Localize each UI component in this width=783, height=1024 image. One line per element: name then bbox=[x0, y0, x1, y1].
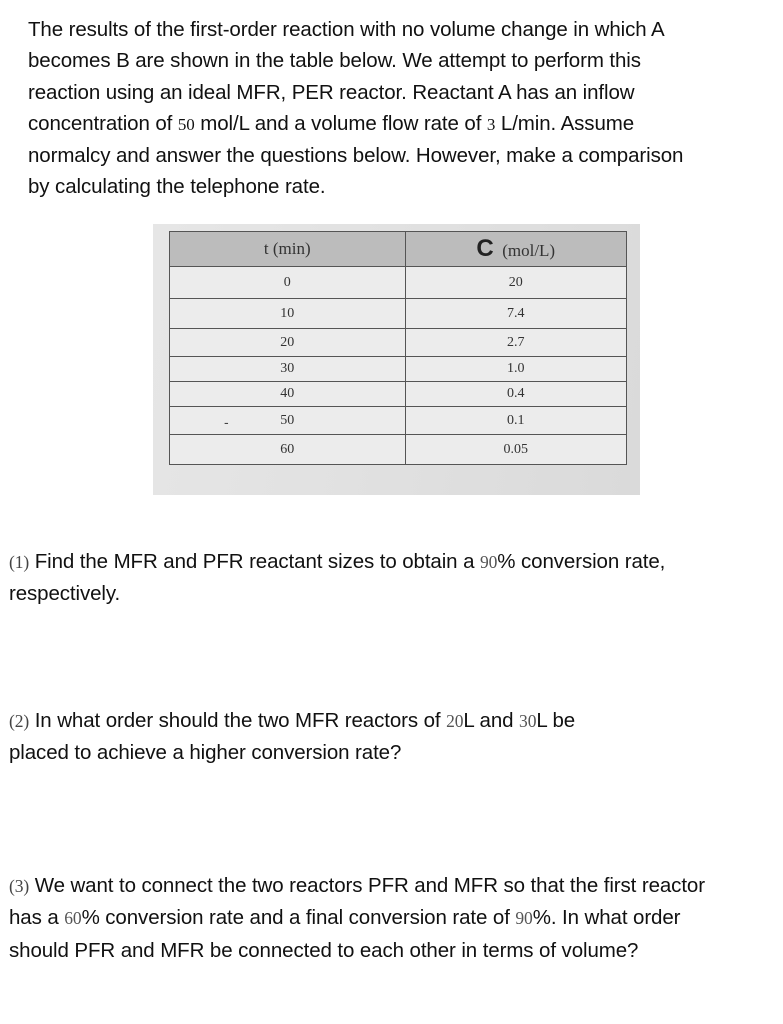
question-line bbox=[9, 902, 781, 934]
question-text: We want to connect the two reactors PFR and MFR so that the first reactor bbox=[29, 874, 705, 897]
header-c-unit: (mol/L) bbox=[502, 241, 556, 260]
question-text: has a bbox=[9, 906, 65, 930]
question-number: (3) bbox=[9, 876, 30, 896]
concentration-cell: 0.1 bbox=[405, 407, 627, 435]
time-cell: 60 bbox=[170, 435, 406, 465]
concentration-table bbox=[169, 231, 627, 465]
question-text: % conversion rate, bbox=[497, 550, 666, 573]
question-line: should PFR and MFR be connected to each other in terms of volume? bbox=[9, 938, 639, 962]
question-line bbox=[9, 705, 781, 737]
table-row bbox=[170, 382, 627, 407]
table-row bbox=[170, 407, 627, 435]
question-3 bbox=[9, 870, 781, 966]
header-concentration bbox=[405, 232, 627, 267]
question-2 bbox=[9, 705, 781, 769]
time-cell: 10 bbox=[170, 299, 406, 329]
header-c-letter: C bbox=[476, 235, 494, 262]
concentration-cell: 0.05 bbox=[405, 435, 627, 465]
intro-line: reaction using an ideal MFR, PER reactor. Reactant A has an inflow bbox=[28, 80, 635, 104]
table-row bbox=[170, 329, 627, 357]
intro-line: by calculating the telephone rate. bbox=[28, 175, 326, 199]
question-text: % conversion rate and a final conversion rate of bbox=[81, 906, 516, 930]
intro-line: becomes B are shown in the table below. We attempt to perform this bbox=[28, 49, 641, 73]
question-1 bbox=[9, 546, 781, 610]
time-cell: 30 bbox=[170, 357, 406, 382]
time-cell: 20 bbox=[170, 329, 406, 357]
time-cell: 40 bbox=[170, 382, 406, 407]
header-time: t (min) bbox=[170, 232, 406, 267]
time-cell: 50 bbox=[170, 407, 406, 435]
table-header-row bbox=[170, 232, 627, 267]
table-row bbox=[170, 435, 627, 465]
question-text: %. In what order bbox=[532, 906, 681, 930]
table-row bbox=[170, 267, 627, 299]
intro-text: mol/L and a volume flow rate of bbox=[194, 111, 487, 135]
reactor-volume-1: 20 bbox=[446, 711, 464, 731]
question-line bbox=[9, 546, 781, 578]
concentration-cell: 20 bbox=[405, 267, 627, 299]
concentration-cell: 7.4 bbox=[405, 299, 627, 329]
question-text: L be bbox=[536, 709, 576, 732]
table-row bbox=[170, 357, 627, 382]
conversion-percent: 90 bbox=[479, 552, 498, 572]
flow-rate: 3 bbox=[486, 114, 496, 134]
intro-line: normalcy and answer the questions below. However, make a comparison bbox=[28, 144, 684, 168]
time-cell: 0 bbox=[170, 267, 406, 299]
concentration-cell: 0.4 bbox=[405, 382, 627, 407]
concentration-cell: 2.7 bbox=[405, 329, 627, 357]
question-line: placed to achieve a higher conversion rate? bbox=[9, 741, 402, 765]
concentration-cell: 1.0 bbox=[405, 357, 627, 382]
final-conversion-percent: 90 bbox=[515, 908, 533, 929]
inflow-concentration: 50 bbox=[177, 114, 195, 134]
intro-text: L/min. Assume bbox=[495, 111, 635, 135]
reactor-volume-2: 30 bbox=[519, 711, 537, 731]
intro-line bbox=[28, 108, 780, 140]
problem-statement bbox=[28, 14, 780, 203]
question-line bbox=[9, 870, 781, 902]
intro-text: concentration of bbox=[28, 111, 178, 135]
question-number: (1) bbox=[9, 552, 30, 572]
first-conversion-percent: 60 bbox=[64, 908, 82, 929]
question-text: L and bbox=[463, 709, 520, 732]
table-row bbox=[170, 299, 627, 329]
margin-mark: - bbox=[224, 414, 229, 430]
question-text: In what order should the two MFR reactors of bbox=[29, 709, 447, 732]
question-text: Find the MFR and PFR reactant sizes to obtain a bbox=[29, 550, 480, 573]
question-number: (2) bbox=[9, 711, 30, 731]
question-line: respectively. bbox=[9, 582, 121, 606]
intro-line: The results of the first-order reaction with no volume change in which A bbox=[28, 18, 665, 41]
